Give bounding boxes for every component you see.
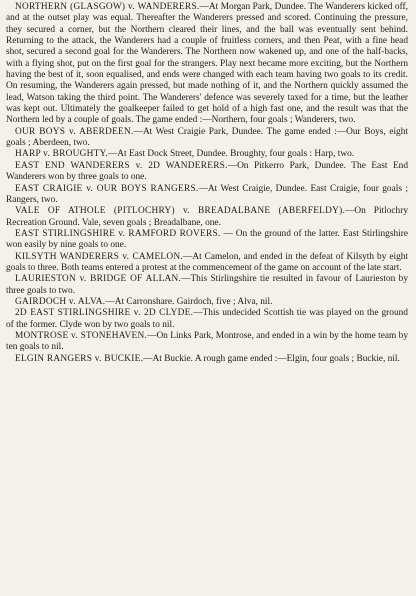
match-body: —On Pitkerro Park, Dundee. The East End Wanderers won by three goals to one. — [6, 160, 408, 183]
match-body: —This Stirlingshire tie resulted in favour of Laurieston by three goals to two. — [6, 274, 408, 296]
match-heading: GAIRDOCH v. ALVA. — [15, 296, 106, 307]
match-report-east-craigie — [6, 184, 408, 207]
match-report-our-boys-aberdeen — [6, 127, 408, 150]
match-report-east-end-wanderers — [6, 161, 408, 184]
match-report-2d-east-stirlingshire — [6, 308, 408, 331]
match-body: — On the ground of the latter. East Stirlingshire won easily by nine goals to one. — [6, 228, 409, 251]
match-report-kilsyth-camelon — [6, 252, 408, 275]
match-body: —At Carronshare. Gairdoch, five ; Alva, nil. — [105, 296, 273, 307]
match-report-gairdoch-alva — [6, 297, 408, 308]
match-heading: LAURIESTON v. BRIDGE OF ALLAN. — [15, 274, 182, 285]
match-heading: KILSYTH WANDERERS v. CAMELON. — [15, 251, 183, 262]
match-report-vale-of-athole — [6, 206, 408, 229]
match-body: —At West Craigie Park, Dundee. The game ended :—Our Boys, eight goals ; Aberdeen, two. — [6, 126, 408, 149]
match-heading: NORTHERN (GLASGOW) v. WANDERERS. — [15, 2, 200, 12]
match-body: —On Pitlochry Recreation Ground. Vale, seven goals ; Breadalbane, one. — [6, 206, 409, 228]
match-report-harp-broughty — [6, 149, 408, 160]
match-heading: VALE OF ATHOLE (PITLOCHRY) v. BREADALBANE (ABERFELDY). — [15, 206, 346, 217]
match-body: —At East Dock Street, Dundee. Broughty, four goals : Harp, two. — [107, 149, 355, 160]
match-body: —At Buckie. A rough game ended :—Elgin, four goals ; Buckie, nil. — [143, 353, 400, 364]
match-report-east-stirlingshire — [6, 229, 408, 252]
match-body: —At Camelon, and ended in the defeat of Kilsyth by eight goals to three. Both teams entered a protest at the commencement of the game on account of the late start. — [6, 251, 409, 273]
match-heading: 2D EAST STIRLINGSHIRE v. 2D CLYDE. — [15, 308, 194, 319]
match-heading: EAST STIRLINGSHIRE v. RAMFORD ROVERS. — [15, 228, 221, 239]
match-heading: EAST END WANDERERS v. 2D WANDERERS. — [15, 160, 228, 171]
match-heading: EAST CRAIGIE v. OUR BOYS RANGERS. — [15, 183, 199, 194]
match-body: —On Links Park, Montrose, and ended in a win by the home team by ten goals to nil. — [6, 330, 408, 353]
match-report-montrose — [6, 331, 408, 354]
match-report-laurieston — [6, 274, 408, 297]
match-heading: MONTROSE v. STONEHAVEN. — [15, 330, 148, 341]
match-body: —This undecided Scottish tie was played on the ground of the former. Clyde won by two goals to nil. — [6, 308, 408, 330]
match-body: —At Morgan Park, Dundee. The Wanderers kicked off, and at the outset play was equal. Thereafter the Wanderers pressed and scored. Continuing the pressure, they secured a corner, but the Northern cleared their lines, and the ball was eventually sent behind. Returning to the attack, the Wanderers had a couple of fruitless corners, and then Peat, with a fine head shot, secured a second goal for the Wanderers. The Northern now wakened up, and one of the half-backs, with a flying shot, put on the first goal for the strangers. Play next became more exciting, but the Northern having the best of it, soon equalised, and ends were changed with each team having two goals to its credit. On resuming, the Wanderers again pressed, but made nothing of it, and the Northern quickly assumed the lead, Watson taking the third point. The Wanderers' defence was severely taxed for a time, but the leather was kept out. Ultimately the goalkeeper failed to get hold of a high fast one, and the result was that the Northern led by a couple of goals. The game ended :—Northern, four goals ; Wanderers, two. — [6, 2, 408, 126]
match-heading: HARP v. BROUGHTY. — [15, 149, 108, 160]
match-report-northern-wanderers — [6, 2, 408, 127]
match-body: —At West Craigie, Dundee. East Craigie, four goals ; Rangers, two. — [6, 183, 409, 205]
match-heading: OUR BOYS v. ABERDEEN. — [15, 126, 134, 137]
match-report-elgin-buckie — [6, 354, 408, 365]
match-heading: ELGIN RANGERS v. BUCKIE. — [15, 353, 144, 364]
